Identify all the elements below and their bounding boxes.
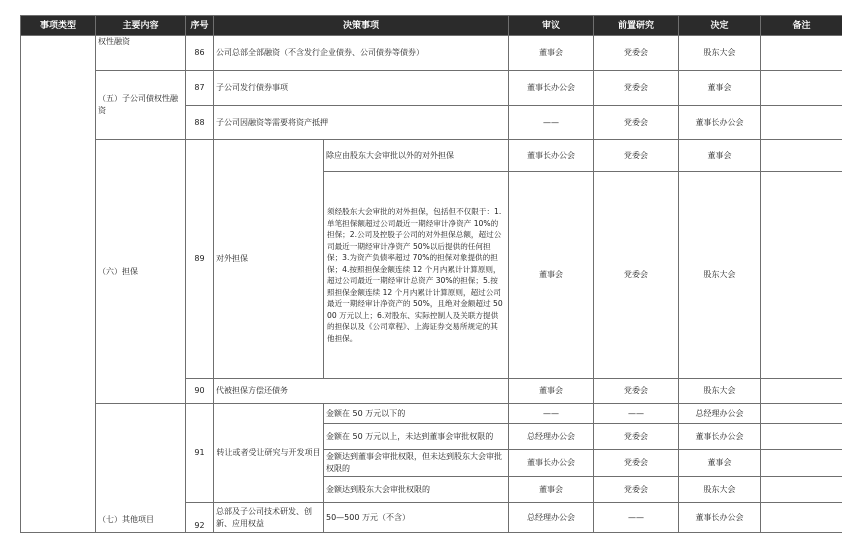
item-cell: 对外担保	[214, 140, 324, 379]
pre-cell: ——	[594, 404, 679, 424]
remark-cell	[761, 503, 842, 533]
remark-cell	[761, 71, 842, 106]
row-number: 87	[186, 71, 214, 106]
table-row	[21, 404, 842, 424]
header-pre: 前置研究	[594, 16, 679, 36]
item-cell: 代被担保方偿还债务	[214, 379, 509, 404]
decide-cell: 股东大会	[679, 172, 761, 379]
review-cell: ——	[509, 106, 594, 140]
remark-cell	[761, 106, 842, 140]
remark-cell	[761, 36, 842, 71]
sub-item-cell: 金额达到股东大会审批权限的	[324, 477, 509, 503]
row-number: 91	[186, 404, 214, 503]
pre-cell: 党委会	[594, 71, 679, 106]
remark-cell	[761, 450, 842, 477]
remark-cell	[761, 404, 842, 424]
decide-cell: 董事长办公会	[679, 106, 761, 140]
row-number: 92	[186, 503, 214, 533]
decide-cell: 总经理办公会	[679, 404, 761, 424]
pre-cell: 党委会	[594, 140, 679, 172]
review-cell: 董事会	[509, 379, 594, 404]
review-cell: 董事长办公会	[509, 71, 594, 106]
remark-cell	[761, 172, 842, 379]
decide-cell: 董事长办公会	[679, 424, 761, 450]
header-item: 决策事项	[214, 16, 509, 36]
review-cell: 董事会	[509, 477, 594, 503]
row-number: 89	[186, 140, 214, 379]
pre-cell: 党委会	[594, 106, 679, 140]
sub-item-cell: 金额在 50 万元以下的	[324, 404, 509, 424]
remark-cell	[761, 477, 842, 503]
header-review: 审议	[509, 16, 594, 36]
sub-item-cell: 金额达到董事会审批权限，但未达到股东大会审批权限的	[324, 450, 509, 477]
content-cell: （七）其他项目	[96, 404, 186, 533]
header-content: 主要内容	[96, 16, 186, 36]
pre-cell: 党委会	[594, 379, 679, 404]
review-cell: 董事会	[509, 172, 594, 379]
row-number: 86	[186, 36, 214, 71]
remark-cell	[761, 424, 842, 450]
remark-cell	[761, 140, 842, 172]
item-cell: 子公司发行债券事项	[214, 71, 509, 106]
decide-cell: 股东大会	[679, 36, 761, 71]
pre-cell: 党委会	[594, 172, 679, 379]
row-number: 88	[186, 106, 214, 140]
item-cell: 转让或者受让研究与开发项目	[214, 404, 324, 503]
item-cell: 公司总部全部融资（不含发行企业债券、公司债券等债券）	[214, 36, 509, 71]
header-decide: 决定	[679, 16, 761, 36]
pre-cell: 党委会	[594, 477, 679, 503]
sub-item-cell: 除应由股东大会审批以外的对外担保	[324, 140, 509, 172]
table-row	[21, 140, 842, 172]
header-row	[21, 16, 842, 36]
content-cell: （六）担保	[96, 140, 186, 404]
review-cell: 董事会	[509, 36, 594, 71]
decide-cell: 股东大会	[679, 379, 761, 404]
pre-cell: 党委会	[594, 36, 679, 71]
decide-cell: 股东大会	[679, 477, 761, 503]
sub-item-cell: 50—500 万元（不含）	[324, 503, 509, 533]
review-cell: ——	[509, 404, 594, 424]
table-row	[21, 71, 842, 106]
sub-item-cell: 金额在 50 万元以上，未达到董事会审批权限的	[324, 424, 509, 450]
type-cell	[21, 36, 96, 533]
decide-cell: 董事会	[679, 71, 761, 106]
header-type: 事项类型	[21, 16, 96, 36]
pre-cell: 党委会	[594, 450, 679, 477]
decide-cell: 董事长办公会	[679, 503, 761, 533]
header-no: 序号	[186, 16, 214, 36]
decide-cell: 董事会	[679, 450, 761, 477]
remark-cell	[761, 379, 842, 404]
content-cell: 权性融资	[96, 36, 186, 71]
pre-cell: ——	[594, 503, 679, 533]
item-cell: 子公司因融资等需要将资产抵押	[214, 106, 509, 140]
content-cell: （五）子公司债权性融资	[96, 71, 186, 140]
review-cell: 董事长办公会	[509, 140, 594, 172]
review-cell: 总经理办公会	[509, 424, 594, 450]
header-remark: 备注	[761, 16, 842, 36]
table-row	[21, 36, 842, 71]
review-cell: 董事长办公会	[509, 450, 594, 477]
decide-cell: 董事会	[679, 140, 761, 172]
review-cell: 总经理办公会	[509, 503, 594, 533]
item-cell: 总部及子公司技术研发、创新、应用权益	[214, 503, 324, 533]
sub-item-cell: 须经股东大会审批的对外担保，包括但不仅限于：1.单笔担保额超过公司最近一期经审计净资产 10%的担保；2.公司及控股子公司的对外担保总额，超过公司最近一期经审计净资产 50%以后提供的任何担保；3.为资产负债率超过 70%的担保对象提供的担保；4.按照担保金额连续 12 个月内累计计算原则，超过公司最近一期经审计总资产 30%的担保；5.按照担保金额连续 12 个月内累计计算原则，超过公司最近一期经审计净资产的 50%，且绝对金额超过 5000 万元以上；6.对股东、实际控制人及关联方提供的担保以及《公司章程》、上海证券交易所规定的其他担保。	[324, 172, 509, 379]
row-number: 90	[186, 379, 214, 404]
decision-table	[20, 15, 842, 533]
pre-cell: 党委会	[594, 424, 679, 450]
